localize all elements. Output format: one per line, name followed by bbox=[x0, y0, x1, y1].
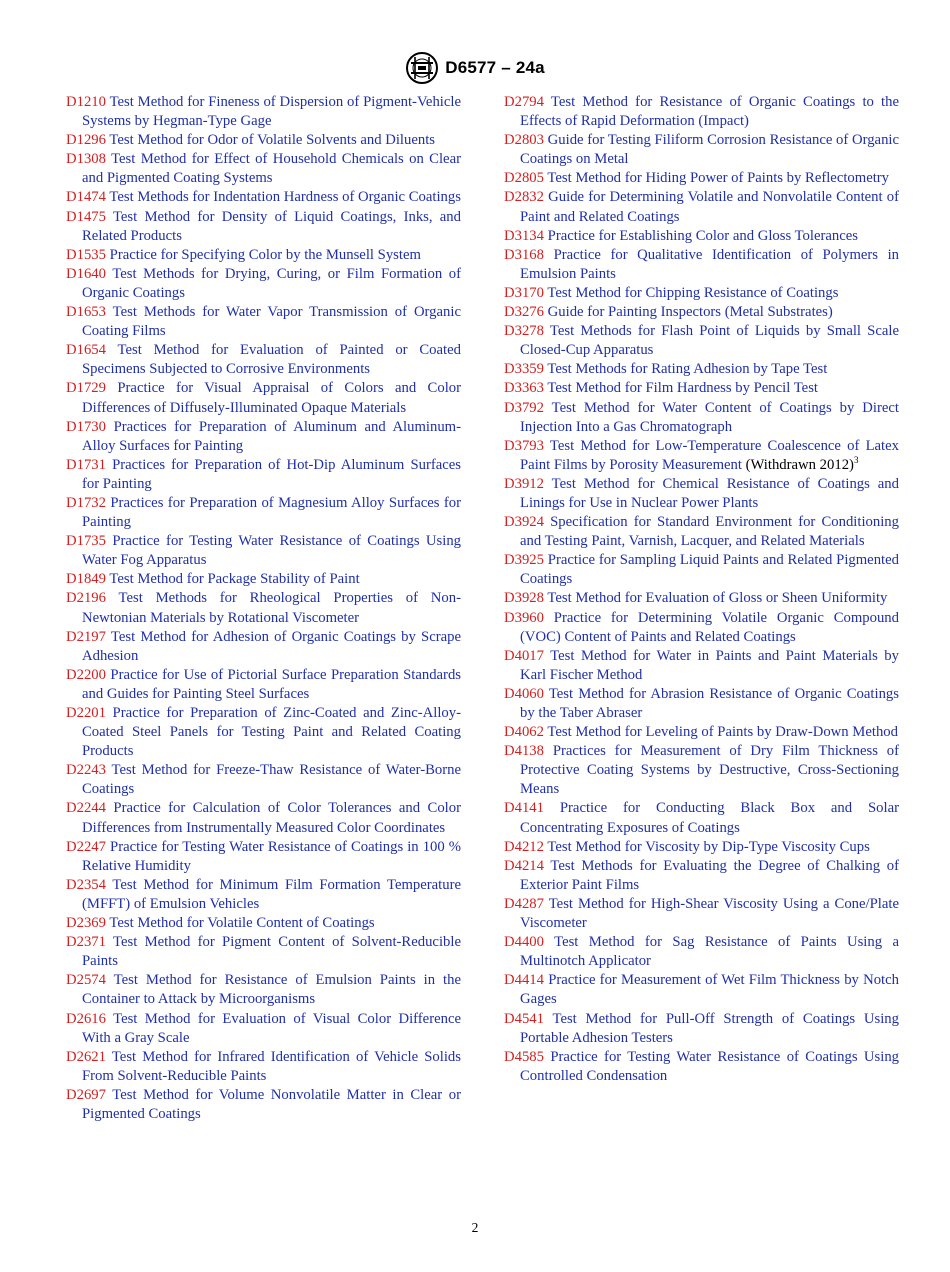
reference-title-link[interactable]: Specification for Standard Environment for Conditioning and Testing Paint, Varnish, Lacquer, and Related Materials bbox=[520, 514, 899, 550]
reference-entry bbox=[504, 188, 899, 226]
reference-code-link[interactable]: D1653 bbox=[66, 304, 106, 321]
reference-code-link[interactable]: D1640 bbox=[66, 265, 106, 282]
reference-title-link[interactable]: Test Methods for Rating Adhesion by Tape Test bbox=[547, 361, 828, 378]
reference-title-link[interactable]: Test Method for Package Stability of Paint bbox=[109, 571, 360, 588]
reference-code-link[interactable]: D4060 bbox=[504, 685, 544, 702]
reference-entry bbox=[504, 838, 899, 857]
reference-entry bbox=[504, 360, 899, 379]
reference-entry bbox=[504, 513, 899, 551]
reference-entry bbox=[504, 399, 899, 437]
reference-code-link[interactable]: D2354 bbox=[66, 876, 106, 893]
reference-entry bbox=[504, 551, 899, 589]
reference-title-link[interactable]: Test Method for Low-Temperature Coalescence of Latex Paint Films by Porosity Measurement bbox=[520, 437, 899, 473]
reference-entry bbox=[66, 150, 461, 188]
reference-title-link[interactable]: Practices for Preparation of Magnesium Alloy Surfaces for Painting bbox=[82, 494, 461, 531]
reference-entry bbox=[504, 303, 899, 322]
reference-entry bbox=[504, 246, 899, 284]
reference-entry bbox=[66, 933, 461, 971]
reference-code-link[interactable]: D3924 bbox=[504, 514, 544, 531]
reference-title-link[interactable]: Test Method for Water in Paints and Paint Materials by Karl Fischer Method bbox=[520, 647, 899, 683]
reference-code-link[interactable]: D3359 bbox=[504, 361, 544, 378]
reference-title-link[interactable]: Test Method for Viscosity by Dip-Type Viscosity Cups bbox=[547, 838, 870, 855]
reference-code-link[interactable]: D2243 bbox=[66, 762, 106, 779]
reference-title-link[interactable]: Test Method for Sag Resistance of Paints Using a Multinotch Applicator bbox=[520, 934, 899, 970]
reference-code-link[interactable]: D2247 bbox=[66, 838, 106, 855]
reference-entry bbox=[66, 494, 461, 532]
reference-entry bbox=[66, 570, 461, 589]
reference-title-link[interactable]: Test Method for Effect of Household Chemicals on Clear and Pigmented Coating Systems bbox=[82, 151, 461, 187]
reference-title-link[interactable]: Test Method for Evaluation of Visual Color Difference With a Gray Scale bbox=[82, 1010, 461, 1046]
reference-title-link[interactable]: Test Method for Leveling of Paints by Draw-Down Method bbox=[547, 724, 898, 741]
page-number: 2 bbox=[471, 1220, 479, 1235]
reference-entry bbox=[66, 265, 461, 303]
reference-title-link[interactable]: Test Method for Pigment Content of Solvent-Reducible Paints bbox=[82, 934, 461, 970]
reference-title-link[interactable]: Test Method for Evaluation of Painted or Coated Specimens Subjected to Corrosive Environments bbox=[82, 342, 461, 378]
reference-code-link[interactable]: D1735 bbox=[66, 533, 106, 550]
reference-title-link[interactable]: Test Method for Chipping Resistance of Coatings bbox=[547, 284, 839, 301]
reference-code-link[interactable]: D2200 bbox=[66, 666, 106, 683]
reference-title-link[interactable]: Practice for Qualitative Identification of Polymers in Emulsion Paints bbox=[520, 246, 900, 282]
reference-code-link[interactable]: D1475 bbox=[66, 208, 106, 225]
reference-code-link[interactable]: D3276 bbox=[504, 304, 544, 321]
reference-title-link[interactable]: Guide for Painting Inspectors (Metal Substrates) bbox=[547, 304, 833, 321]
reference-code-link[interactable]: D2201 bbox=[66, 705, 106, 721]
reference-entry bbox=[504, 169, 899, 188]
reference-code-link[interactable]: D1210 bbox=[66, 94, 106, 110]
reference-title-link[interactable]: Test Methods for Flash Point of Liquids by Small Scale Closed-Cup Apparatus bbox=[520, 323, 899, 359]
reference-title-link[interactable]: Practices for Preparation of Hot-Dip Aluminum Surfaces for Painting bbox=[82, 456, 462, 492]
reference-title-link[interactable]: Practice for Sampling Liquid Paints and Related Pigmented Coatings bbox=[520, 552, 899, 588]
reference-title-link[interactable]: Practices for Measurement of Dry Film Thickness of Protective Coating Systems by Destructive, Cross-Sectioning Means bbox=[520, 743, 899, 798]
reference-title-link[interactable]: Test Method for Minimum Film Formation Temperature (MFFT) of Emulsion Vehicles bbox=[82, 876, 461, 912]
reference-entry bbox=[504, 723, 899, 742]
reference-entry bbox=[66, 838, 461, 876]
reference-entry bbox=[504, 933, 899, 971]
reference-title-link[interactable]: Practice for Use of Pictorial Surface Preparation Standards and Guides for Painting Steel Surfaces bbox=[82, 666, 462, 702]
reference-entry bbox=[504, 971, 899, 1009]
reference-title-link[interactable]: Test Method for Fineness of Dispersion of Pigment-Vehicle Systems by Hegman-Type Gage bbox=[82, 94, 461, 130]
reference-entry bbox=[504, 742, 899, 799]
reference-entry bbox=[66, 208, 461, 246]
reference-entry bbox=[504, 799, 899, 837]
reference-entry bbox=[66, 666, 461, 704]
reference-entry bbox=[504, 131, 899, 169]
reference-code-link[interactable]: D1732 bbox=[66, 494, 106, 511]
reference-code-link[interactable]: D3793 bbox=[504, 437, 544, 454]
reference-entry bbox=[504, 322, 899, 360]
reference-code-link[interactable]: D4062 bbox=[504, 724, 544, 741]
reference-code-link[interactable]: D2697 bbox=[66, 1086, 106, 1103]
reference-entry bbox=[504, 475, 899, 513]
reference-code-link[interactable]: D4400 bbox=[504, 934, 544, 951]
reference-code-link[interactable]: D1849 bbox=[66, 571, 106, 588]
reference-entry bbox=[66, 589, 461, 627]
references-column-left bbox=[66, 93, 461, 1124]
reference-title-link[interactable]: Practice for Visual Appraisal of Colors and Color Differences of Diffusely-Illuminated Opaque Materials bbox=[82, 380, 462, 416]
reference-entry bbox=[66, 628, 461, 666]
reference-entry bbox=[66, 379, 461, 417]
reference-entry bbox=[504, 227, 899, 246]
reference-entry bbox=[66, 799, 461, 837]
reference-code-link[interactable]: D2369 bbox=[66, 915, 106, 932]
reference-title-link[interactable]: Test Method for Hiding Power of Paints by Reflectometry bbox=[547, 170, 890, 187]
reference-title-link[interactable]: Practice for Testing Water Resistance of Coatings Using Water Fog Apparatus bbox=[82, 533, 462, 569]
reference-title-link[interactable]: Practice for Specifying Color by the Munsell System bbox=[109, 246, 421, 263]
reference-code-link[interactable]: D1731 bbox=[66, 456, 106, 473]
reference-code-link[interactable]: D3792 bbox=[504, 399, 544, 416]
reference-title-link[interactable]: Test Method for Freeze-Thaw Resistance of Water-Borne Coatings bbox=[82, 762, 461, 798]
reference-title-link[interactable]: Test Method for Infrared Identification of Vehicle Solids From Solvent-Reducible Paints bbox=[82, 1048, 461, 1084]
reference-entry bbox=[504, 589, 899, 608]
reference-code-link[interactable]: D2794 bbox=[504, 94, 544, 110]
reference-title-link[interactable]: Test Method for Water Content of Coatings by Direct Injection Into a Gas Chromatograph bbox=[520, 399, 899, 435]
reference-code-link[interactable]: D4017 bbox=[504, 647, 544, 664]
reference-title-link[interactable]: Practices for Preparation of Aluminum and Aluminum-Alloy Surfaces for Painting bbox=[82, 418, 461, 454]
reference-title-link[interactable]: Guide for Determining Volatile and Nonvolatile Content of Paint and Related Coatings bbox=[520, 189, 900, 225]
reference-code-link[interactable]: D3168 bbox=[504, 246, 544, 263]
reference-code-link[interactable]: D2371 bbox=[66, 934, 106, 951]
reference-entry bbox=[66, 1086, 461, 1124]
reference-entry bbox=[504, 379, 899, 398]
reference-title-link[interactable]: Practice for Testing Water Resistance of Coatings Using Controlled Condensation bbox=[520, 1048, 900, 1084]
reference-code-link[interactable]: D3134 bbox=[504, 227, 544, 244]
reference-entry bbox=[504, 857, 899, 895]
reference-entry bbox=[66, 303, 461, 341]
reference-entry bbox=[66, 418, 461, 456]
reference-entry bbox=[66, 93, 461, 131]
reference-entry bbox=[504, 647, 899, 685]
reference-title-link[interactable]: Practice for Measurement of Wet Film Thickness by Notch Gages bbox=[520, 972, 899, 1008]
reference-code-link[interactable]: D3925 bbox=[504, 552, 544, 569]
reference-entry bbox=[504, 1010, 899, 1048]
reference-title-link[interactable]: Test Method for Odor of Volatile Solvents and Diluents bbox=[109, 132, 436, 149]
reference-entry bbox=[66, 532, 461, 570]
reference-entry bbox=[66, 914, 461, 933]
reference-code-link[interactable]: D2196 bbox=[66, 590, 106, 607]
reference-code-link[interactable]: D1296 bbox=[66, 132, 106, 149]
reference-code-link[interactable]: D1474 bbox=[66, 189, 106, 206]
reference-code-link[interactable]: D4212 bbox=[504, 838, 544, 855]
reference-code-link[interactable]: D4138 bbox=[504, 743, 544, 760]
reference-entry bbox=[66, 704, 461, 761]
reference-code-link[interactable]: D1654 bbox=[66, 342, 106, 359]
reference-entry bbox=[504, 284, 899, 303]
reference-entry bbox=[504, 1048, 899, 1086]
reference-title-link[interactable]: Test Methods for Drying, Curing, or Film Formation of Organic Coatings bbox=[82, 265, 461, 301]
footnote-marker[interactable]: 3 bbox=[853, 454, 859, 465]
reference-title-link[interactable]: Test Method for Adhesion of Organic Coatings by Scrape Adhesion bbox=[82, 628, 461, 664]
reference-code-link[interactable]: D2805 bbox=[504, 170, 544, 187]
reference-title-link[interactable]: Guide for Testing Filiform Corrosion Resistance of Organic Coatings on Metal bbox=[520, 132, 900, 168]
reference-entry bbox=[66, 246, 461, 265]
reference-title-link[interactable]: Test Method for Density of Liquid Coatings, Inks, and Related Products bbox=[82, 208, 461, 244]
reference-title-link[interactable]: Test Method for Volume Nonvolatile Matter in Clear or Pigmented Coatings bbox=[82, 1086, 461, 1122]
reference-entry bbox=[66, 1048, 461, 1086]
reference-code-link[interactable]: D3912 bbox=[504, 475, 544, 492]
reference-code-link[interactable]: D2832 bbox=[504, 189, 544, 206]
reference-code-link[interactable]: D4214 bbox=[504, 857, 544, 874]
reference-title-link[interactable]: Test Method for Chemical Resistance of Coatings and Linings for Use in Nuclear Power Plants bbox=[520, 475, 899, 511]
reference-code-link[interactable]: D2244 bbox=[66, 800, 106, 817]
reference-entry bbox=[66, 761, 461, 799]
reference-code-link[interactable]: D4141 bbox=[504, 800, 544, 817]
reference-code-link[interactable]: D4414 bbox=[504, 972, 544, 989]
reference-entry bbox=[66, 971, 461, 1009]
reference-entry bbox=[66, 1010, 461, 1048]
reference-title-link[interactable]: Test Method for Abrasion Resistance of Organic Coatings by the Taber Abraser bbox=[520, 685, 899, 721]
reference-entry bbox=[66, 456, 461, 494]
reference-title-link[interactable]: Practice for Conducting Black Box and Solar Concentrating Exposures of Coatings bbox=[520, 800, 899, 836]
reference-code-link[interactable]: D4287 bbox=[504, 895, 544, 912]
reference-title-link[interactable]: Test Method for Volatile Content of Coatings bbox=[109, 915, 375, 932]
reference-title-link[interactable]: Test Methods for Rheological Properties of Non-Newtonian Materials by Rotational Viscometer bbox=[82, 590, 461, 626]
reference-entry bbox=[504, 93, 899, 131]
reference-code-link[interactable]: D2574 bbox=[66, 972, 106, 989]
reference-title-link[interactable]: Practice for Testing Water Resistance of Coatings in 100 % Relative Humidity bbox=[82, 838, 461, 874]
reference-entry bbox=[66, 876, 461, 914]
reference-title-link[interactable]: Practice for Establishing Color and Gloss Tolerances bbox=[547, 227, 858, 244]
reference-code-link[interactable]: D1308 bbox=[66, 151, 106, 168]
reference-code-link[interactable]: D4541 bbox=[504, 1010, 544, 1027]
reference-title-link[interactable]: Test Methods for Water Vapor Transmission of Organic Coating Films bbox=[82, 304, 461, 340]
reference-code-link[interactable]: D2197 bbox=[66, 628, 106, 645]
reference-code-link[interactable]: D2621 bbox=[66, 1048, 106, 1065]
standard-number: D6577 – 24a bbox=[445, 58, 545, 77]
reference-title-link[interactable]: Practice for Preparation of Zinc-Coated and Zinc-Alloy-Coated Steel Panels for Testing Paint and Related Coating Products bbox=[82, 705, 461, 760]
reference-title-link[interactable]: Test Method for Pull-Off Strength of Coatings Using Portable Adhesion Testers bbox=[520, 1010, 899, 1046]
reference-title-link[interactable]: Practice for Calculation of Color Tolerances and Color Differences from Instrumentally Measured Color Coordinates bbox=[82, 800, 462, 836]
reference-title-link[interactable]: Test Method for Film Hardness by Pencil Test bbox=[547, 380, 818, 397]
reference-entry bbox=[504, 895, 899, 933]
page-header bbox=[0, 50, 950, 86]
reference-entry bbox=[504, 685, 899, 723]
reference-code-link[interactable]: D1730 bbox=[66, 418, 106, 435]
reference-code-link[interactable]: D3170 bbox=[504, 284, 544, 301]
reference-entry bbox=[66, 341, 461, 379]
withdrawn-note-text: (Withdrawn 2012) bbox=[745, 456, 854, 473]
reference-code-link[interactable]: D3278 bbox=[504, 323, 544, 340]
astm-logo-icon bbox=[405, 51, 439, 85]
reference-code-link[interactable]: D3928 bbox=[504, 590, 544, 607]
reference-code-link[interactable]: D3363 bbox=[504, 380, 544, 397]
reference-code-link[interactable]: D3960 bbox=[504, 609, 544, 626]
reference-code-link[interactable]: D1535 bbox=[66, 246, 106, 263]
reference-title-link[interactable]: Test Method for Evaluation of Gloss or Sheen Uniformity bbox=[547, 590, 888, 607]
reference-entry bbox=[66, 188, 461, 207]
reference-code-link[interactable]: D2803 bbox=[504, 132, 544, 149]
reference-title-link[interactable]: Test Method for Resistance of Organic Coatings to the Effects of Rapid Deformation (Impact) bbox=[520, 94, 899, 130]
reference-entry bbox=[504, 609, 899, 647]
references-column-right bbox=[504, 93, 899, 1086]
reference-title-link[interactable]: Test Method for Resistance of Emulsion Paints in the Container to Attack by Microorganisms bbox=[82, 972, 461, 1008]
reference-title-link[interactable]: Practice for Determining Volatile Organic Compound (VOC) Content of Paints and Related Coatings bbox=[520, 609, 899, 645]
reference-title-link[interactable]: Test Methods for Indentation Hardness of Organic Coatings bbox=[109, 189, 461, 206]
reference-code-link[interactable]: D2616 bbox=[66, 1010, 106, 1027]
reference-code-link[interactable]: D1729 bbox=[66, 380, 106, 397]
reference-title-link[interactable]: Test Method for High-Shear Viscosity Using a Cone/Plate Viscometer bbox=[520, 895, 899, 932]
reference-title-link[interactable]: Test Methods for Evaluating the Degree of Chalking of Exterior Paint Films bbox=[520, 857, 899, 893]
withdrawn-note bbox=[745, 454, 859, 473]
reference-code-link[interactable]: D4585 bbox=[504, 1048, 544, 1065]
reference-entry bbox=[504, 437, 899, 475]
reference-entry bbox=[66, 131, 461, 150]
